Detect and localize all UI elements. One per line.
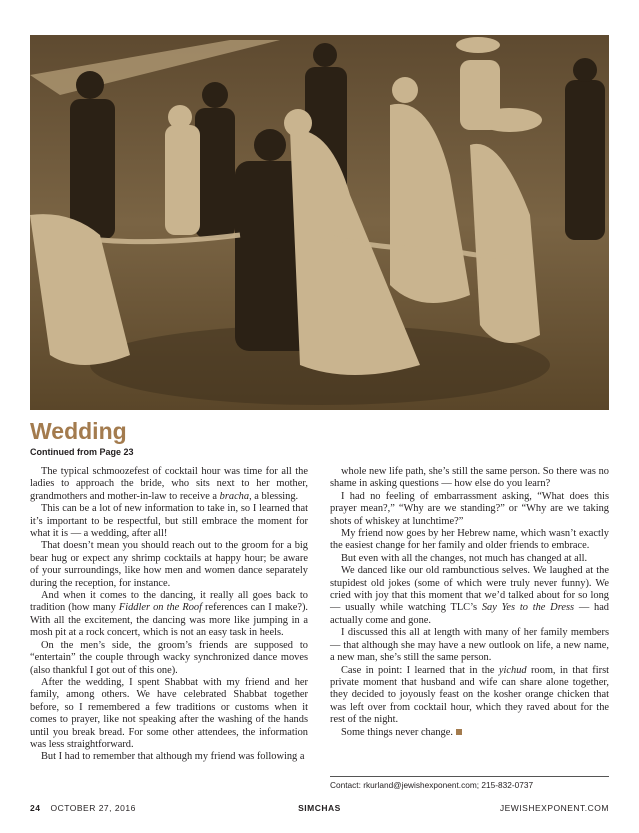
page-footer [30,803,609,815]
paragraph: But I had to remember that although my friend was following a [41,751,305,763]
issue-date: OCTOBER 27, 2016 [50,803,136,813]
paragraph: I had no feeling of embarrassment asking, “What does this prayer mean?,” “Why are we standing?” or “Why are we taking shots of whiskey at lunchtime?” [330,490,609,527]
end-mark-icon [456,729,462,735]
continued-from-label: Continued from Page 23 [30,447,134,457]
paragraph: And when it comes to the dancing, it really all goes back to tradition (how many Fiddler on the Roof references can I make?). With all the excitement, the dancing was more like jumping in a mosh pit at a rock concert, which is not an easy task in heels. [30,590,309,639]
paragraph: The typical schmoozefest of cocktail hour was time for all the ladies to approach the bride, who sits next to her mother, grandmothers and mother-in-law to receive a bracha, a blessing. [30,466,308,502]
paragraph: On the men’s side, the groom’s friends are supposed to “entertain” the couple through wacky synchronized dance moves (also thankful I got out of this one). [30,639,308,676]
article-column-right [330,466,609,739]
paragraph: whole new life path, she’s still the same person. So there was no shame in asking questions — how else do you learn? [330,466,609,490]
paragraph: We danced like our old rambunctious selves. We laughed at the stupidest old jokes (some of which were truly never funny). We cried with joy that this moment that we’d talked about for so long — usually while watching TLC’s Say Yes to the Dress — had actually come and gone. [330,565,610,626]
contact-line: Contact: rkurland@jewishexponent.com; 215-832-0737 [330,776,609,790]
wedding-dance-photo [30,35,609,410]
paragraph: That doesn’t mean you should reach out to the groom for a big bear hug or expect any shrimp cocktails at happy hour; be aware of your surroundings, like how men and women dance separately during the reception, for instance. [30,540,308,589]
paragraph: This can be a lot of new information to take in, so I learned that it’s important to be respectful, but still embrace the moment for what it is — a wedding, after all! [30,503,308,540]
article-column-left [30,466,308,764]
paragraph: Some things never change. [330,727,609,739]
paragraph: Case in point: I learned that in the yichud room, in that first private moment that husband and wife can share alone together, they decided to joyously feast on the kosher orange chicken that was left over from cocktail hour, which they raved about for the rest of the night. [330,664,610,726]
paragraph: I discussed this all at length with many of her family members — that although she may have a new outlook on life, a new name, a new man, she’s still the same person. [330,627,609,664]
paragraph: But even with all the changes, not much has changed at all. [341,552,588,564]
website-url: JEWISHEXPONENT.COM [499,803,609,813]
dance-circle-illustration [30,35,609,410]
article-headline: Wedding [30,418,127,444]
page-number: 24 [30,803,41,813]
paragraph: After the wedding, I spent Shabbat with my friend and her family, among others. We have celebrated Shabbat together before, so I remembered a few traditions or customs when it comes to prayer, like not speaking after the washing of the hands until you break bread. For some other attendees, the information was less straightforward. [30,676,308,750]
section-name: SIMCHAS [298,803,341,813]
paragraph: My friend now goes by her Hebrew name, which wasn’t exactly the easiest change for her family and older friends to embrace. [330,528,609,552]
